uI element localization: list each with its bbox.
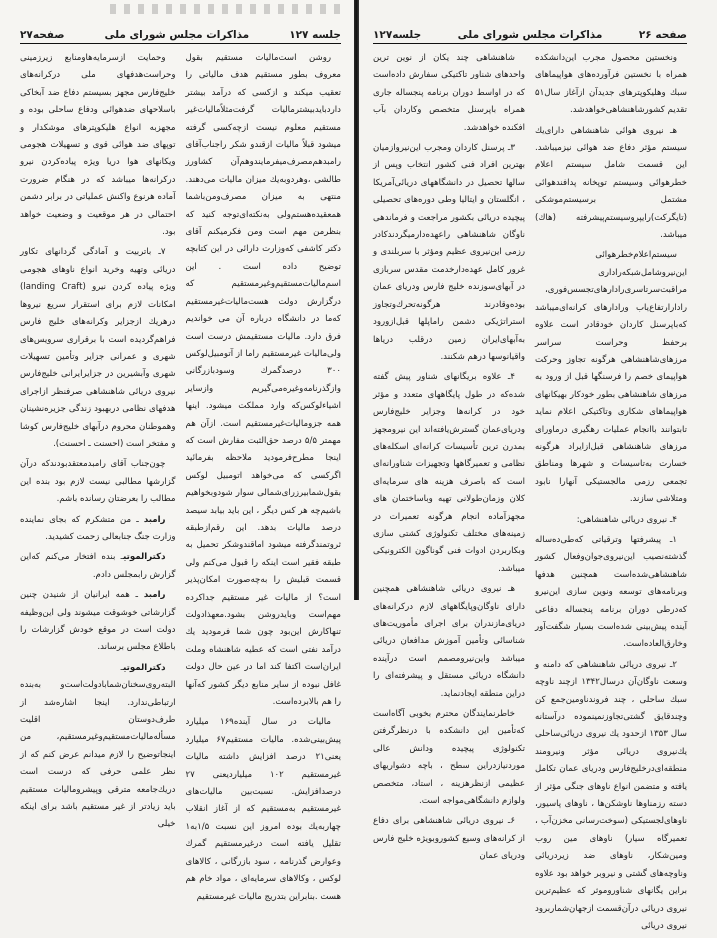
paragraph: وحمایت ازسرمایه‌هاومنابع زیرزمینی وحراست‌هدفهای ملی درکرانه‌های خلیج‌فارس مجهز بسیستم دفاع ضد آبخاکی باسلاحهای ضدهوائی ودفاع ساحلی بوده و مجهزبه انواع هلیکوپترهای موشکدار و توپهای ضد هوائی قوی و تسهیلات هجومی ویکانهای هوا دریا ویژه پیاده‌کردن نیرو درکرانه‌ها میباشد که در هنگام ضرورت آماده هرنوع واکنش عملیاتی در برابر دشمن احتمالی در هر موقعیت و وضعیت خواهد بود. <box>20 53 176 238</box>
paragraph: رامبد ـ من متشکرم که بجای نماینده وزارت جنگ جنابعالی زحمت کشیدید. <box>20 514 176 542</box>
paragraph: ﻫـ نیروی دریائی شاهنشاهی همچنین دارای ناوگان‌وپایگاههای لازم درکرانه‌های دریای‌مازندران برای اجرای مأموریت‌های شناسائی وتأمین آموزش مدافعان دریائی میباشد واین‌نیرومصمم است درآینده دانشگاه دریائی مستقل و پیشرفته‌ای را دراین منطقه ایجادنماید. <box>373 584 525 699</box>
paragraph: ونخستین محصول مجرب این‌دانشکده همراه با نخستین فرآورده‌های هواپیماهای سبك وهلیکوپترهای جدیدآن ازآغاز سال۵۱ تقدیم کشورشاهنشاهی‌خواهدشد. <box>535 53 687 116</box>
paragraph: ۶ـ نیروی دریائی شاهنشاهی برای دفاع از کرانه‌های وسیع کشوروبویژه خلیج فارس ودریای عمان <box>373 816 525 862</box>
speaker-name: رامبد <box>143 514 166 525</box>
paragraph: ۷ـ باتربیت و آمادگی گردانهای تکاور دریائی وتهیه وخرید انواع ناوهای هجومی ویژه پیاده کردن نیرو (landing Craft) امکانات لازم برای استقرار سریع نیروها درهریك ازجزایر وکرانه‌های خلیج فارس فراهم‌گردیده است با برقراری سرویس‌های شهری و عمرانی جزایر وتأمین تسهیلات شهری وآبشیرین در جزایرایرانی خلیج‌فارس نیروی دریائی شاهنشاهی صرفنظر ازاجرای هدفهای نظامی دربهبود زندگی جزیره‌نشینان وهموطنان محروم درآبهای خلیج‌فارس کوشا و مفتخر است (احسنت ـ احسنت). <box>20 247 176 449</box>
paragraph: خاطرنمایندگان محترم بخوبی آگاه‌است که‌تأمین این دانشکده با درنظرگرفتن تکنولوژی پیچیده ودانش عالی موردنیازدراین سطح ، باچه دشواریهای عظیمی ازنظرهزینه ، استاد، متخصص ولوازم دانشگاهی‌مواجه است. <box>373 709 525 807</box>
paragraph: ۱ـ پیشرفتها وترقیاتی که‌طی‌ده‌ساله گذشته‌نصیب این‌نیروی‌جوان‌وفعال کشور شاهنشاهی‌شده‌است همچنین هدفها وبرنامه‌های توسعه ونوین سازی این‌نیرو که‌درطی دوران برنامه پنجساله دفاعی آینده پیش‌بینی شده‌است بسیار شگفت‌آور وخارق‌العاده‌است. <box>535 534 687 650</box>
speaker-name: رامبد <box>143 590 166 601</box>
paragraph: شاهنشاهی چند یکان از نوین ترین واحدهای شناور تاکتیکی سفارش داده‌است که در اواسط دوران برنامه پنجساله جاری همراه باپرسنل متخصص وکاردان بآب افکنده خواهدشد. <box>373 53 525 133</box>
paragraph: ۲ـ نیروی دریائی شاهنشاهی که دامنه و وسعت ناوگان‌آن درسال۱۳۴۲ ازچند ناوچه سبك ساحلی ، چند فروندناومین‌جمع کن وچندقایق گشتی‌تجاوزنمینمود‌ه درآستانه سال ۱۳۵۳ ازحدود یك نیروی دریائی‌ساحلی یك‌نیروی دریائی مؤثر ونیرومند منطقه‌ای‌درخلیج‌فارس ودریای عمان تکامل یافته و متضمن انواع ناوهای جنگی مؤثر از دسته رزمناوها ناوشکن‌ها ، ناوهای پاسیور، ناوهای‌لجستیکی (سوخت‌رسانی مخزن‌آب ، تعمیرگاه سیار) ناوهای مین روب ومین‌شکار، ناوهای ضد زیردریائی وناوچه‌های گشتی و نیروبر خواهد بود علاوه براین یگانهای شناوروموثر که عظیم‌ترین نیروی دریائی درآن‌قسمت ازجهان‌شماربرود نیروی دریائی <box>535 659 687 931</box>
text-column <box>373 50 525 938</box>
left-page <box>0 0 357 902</box>
speaker-name: دکترالموتی <box>123 662 166 673</box>
running-title: مذاکرات مجلس شورای ملی <box>104 29 250 41</box>
right-page <box>357 0 717 931</box>
page-number: صفحه۲۷ <box>20 29 65 41</box>
session-label: جلسه ۱۲۷ <box>289 29 341 41</box>
scan-smudge <box>110 4 340 14</box>
paragraph: ۴ـ علاوه بریگانهای شناور پیش گفته شده‌که در طول پایگاههای متعدد و مؤثر خود در کرانه‌ها وجزایر خلیج‌فارس ودریای‌عمان گسترش‌یافته‌اند این نیرومجهز بمدرن ترین تأسیسات کرانه‌ای اسکله‌های نظامی و تعمیرگاهها وتجهیزات شناورانه‌ای است که باصرف هزینه‌ های سرمایه‌ای کلان وزمان‌طولانی تهیه وباساختمان‌ های مجهزآماده انجام هرگونه تعمیرات در زمینه‌های مختلف تکنولوژی کشتی سازی وبکاربردن ادوات فنی گوناگون الکترونیکی میباشد. <box>373 372 525 574</box>
text-column <box>20 50 176 909</box>
paragraph: ﻫـ نیروی هوائی شاهنشاهی دارای‌یك سیستم مؤثر دفاع ضد هوائی نیزمیباشد. این قسمت شامل سیستم اعلام خطرهوائی وسیستم توپخانه پدافندهوائی مشتمل برسیستم‌موشکی (تایگرکت)رایپروسیستم‌پیشرفته (هاك) میباشد. <box>535 125 687 241</box>
running-title: مذاکرات مجلس شورای ملی <box>457 29 603 41</box>
paragraph: سیستم‌اعلام‌خطرهوائی این‌نیروشامل‌شبکه‌راداری مراقبت‌سرتاسری‌رادارهای‌تجسس‌فوری، رادارارتفاع‌یاب ورادارهای کرانه‌ای‌میباشد که‌باپرسنل کاردان خودقادر است علاوه برحفظ وحراست سراسر مرزهای‌شاهنشاهی هرگونه تجاوز وحرکت هواپیمای خصم را فرسنگها قبل از ورود به مرزهای شاهنشاهی بطور خودکار بهیکانهای هواپیماهای شکاری وتاکتیکی اعلام نماید تابتوانند باانجام عملیات رهگیری درماورای مرزهای شاهنشاهی قبل‌ازایراد هرگونه خسارت به‌تاسیسات و شهرها ومناطق تجمعی رزمی مالجستیکی آنهارا نابود ومتلاشی سازند. <box>535 250 687 505</box>
paragraph: مالیات در سال آینده۱۶۹ میلیارد پیش‌بینی‌شده. مالیات مستقیم۶۷ میلیارد یعنی۲۱ درصد افزایش داشته مالیات غیرمستقیم ۱۰۲ میلیاردیعنی ۲۷ درصدافزایش. نسبت‌بین مالیات‌های غیرمستقیم به‌مستقیم که از آغاز انقلاب چهاربه‌یك بوده امروز این نسبت ۱/۵به۱ تقلیل یافته است درغیرمستقیم گمرك وعوارض گذرنامه ، سود بازرگانی ، کالاهای لوکس ، وکالاهای سرمایه‌ای ، مواد خام هم هست .بنابراین بتدریج مالیات غیرمستقیم <box>185 717 341 902</box>
right-page-columns <box>373 50 687 938</box>
session-label: جلسه۱۲۷ <box>373 29 422 41</box>
paragraph: چون‌جناب آقای رامبدمعتقدبودندکه درآن گزارشها مطالبی نیست لازم بود بنده این مطالب را بعرضتان رسانده باشم. <box>20 459 176 505</box>
right-page-header <box>373 27 687 44</box>
text-column <box>535 50 687 938</box>
left-page-header <box>20 27 341 44</box>
paragraph: رامبد ـ همه ایرانیان از شنیدن چنین گزارشاتی خوشوقت میشوند ولی این‌وظیفه دولت است در موقع خودش گزارشات را باطلاع مجلس برساند. <box>20 590 176 653</box>
left-page-columns <box>20 50 341 909</box>
speaker-name: دکترالموتی <box>123 552 166 563</box>
paragraph: ۴ـ نیروی دریائی شاهنشاهی: <box>576 514 677 525</box>
paragraph: ۳ـ پرسنل کاردان ومجرب این‌نیروازمیان بهترین افراد فنی کشور انتخاب وپس از سالها تحصیل در دانشگاههای دریائی‌آمریکا ، انگلستان و ایتالیا وطی دوره‌های تحصیلی پیچیده دریائی بکشور مراجعت و فرماندهی ناوگان شاهنشاهی راعهده‌دارمیگردندکادر رزمی این‌نیروی عظیم ومؤثر با سربلندی و غرور کامل عهده‌دارخدمت مقدس سربازی در آبهای‌سوزنده خلیج فارس ودریای عمان بوده‌وقادرند هرگونه‌تحرك‌وتجاوز استراتژیکی دشمن راماپلها قبل‌ازورود به‌آبهای‌ایران زمین درقلب دریاها واقیانوسها درهم شکنند. <box>373 143 525 362</box>
paragraph: دکترالموتیـ بنده افتخار می‌کنم که‌این گزارش رابمجلس دادم. <box>20 552 176 580</box>
book-gutter <box>354 0 359 600</box>
text-column <box>186 50 342 909</box>
page-number: صفحه ۲۶ <box>638 29 687 41</box>
paragraph: دکترالموتیـ البته‌روی‌سخنان‌شمابادولت‌است‌و به‌بنده ارتباطی‌ندارد. اینجا اشاره‌شد از طرف‌دوستان اقلیت مسأله‌مالیات‌مستقیم‌وغیرمستقیم، من اینجاتوضیح را لازم میدانم عرض کنم که از نظر علمی حرفی که درست است دریك‌جامعه مترقی وپیشرومالیات مستقیم باید زیادتر از غیر مستقیم باشد برای اینکه خیلی <box>20 662 176 830</box>
paragraph: روشن است‌مالیات مستقیم بقول معروف بطور مستقیم هدف مالیاتی را تعقیب میکند و ازکسی که درآمد بیشتر داردبایدبیشترمالیات گرفت‌مثلاًمالیات‌غیر مستقیم معلوم نیست ازچه‌کسی گرفته میشود قبلاً مالیات ازقندو شکر راجناب‌آقای رامبدهم‌مصرف‌میفرمایندوهم‌آن کشاورز طالشی ،وهردوبه‌یك میزان مالیات می‌دهند. منتهی به میزان مصرف‌ومن‌باشما همعقیده‌هستم‌ولی به‌نکته‌ای‌توجه کنید که بنظرمن مهم است ومن فکرمیکنم آقای دکتر کاشفی که‌وزارت دارائی در این کتابچه توضیح داده است . این اسم‌مالیات‌مستقیم‌وغیرمستقیم که درگزارش دولت هست‌مالیات‌غیرمستقیم که‌ما در دانشگاه درباره آن می خواندیم فرق دارد. مالیات مستقیمش درست است ولی‌مالیات غیرمستقیم راما از آتومبیل‌لوکس ۳۰۰ درصدگمرك وسودبازرگانی وازگذرنامه‌وغیره‌می‌گیریم وازسایر اشیاءلوکس‌که وارد مملکت میشود. اینها همه جزومالیات‌غیرمستقیم است. ازآن هم مهمتر ۵/۵ درصد حق‌الثبت مفارش است که اینجا مطرح‌فرمودید ملاحظه بفرمائید اگرکسی که می‌خواهد اتومبیل لوکس بقول‌شمابیرزرای‌شمالی ‌سوار شود‌وبخواهیم باشیم‌چه هر کس دیگر ، این باید بیابد سیصد درصد مالیات بدهد. این رقم‌ازطبقه ثروتمندگرفته میشود اماقندوشکر تحمیل به طبقه فقیر است ‌اینکه‌ را قبول می‌کنم ولی قسمت قبلیش را به‌چه‌صورت امکان‌پذیر است؟ از مالیات غیر مستقیم جداکرده مهم‌است وبایدروشن بشود.معهذادولت تنهاکارش این‌بود چون شما فرمودید یك درآمد نفتی است که عطیه شاهنشاه وملت ایران‌است اکتفا کند اما در عین حال دولت غافل نبوده از سایر منابع دیگر کشور که‌آنها را هم بالابرده‌است. <box>185 53 341 708</box>
